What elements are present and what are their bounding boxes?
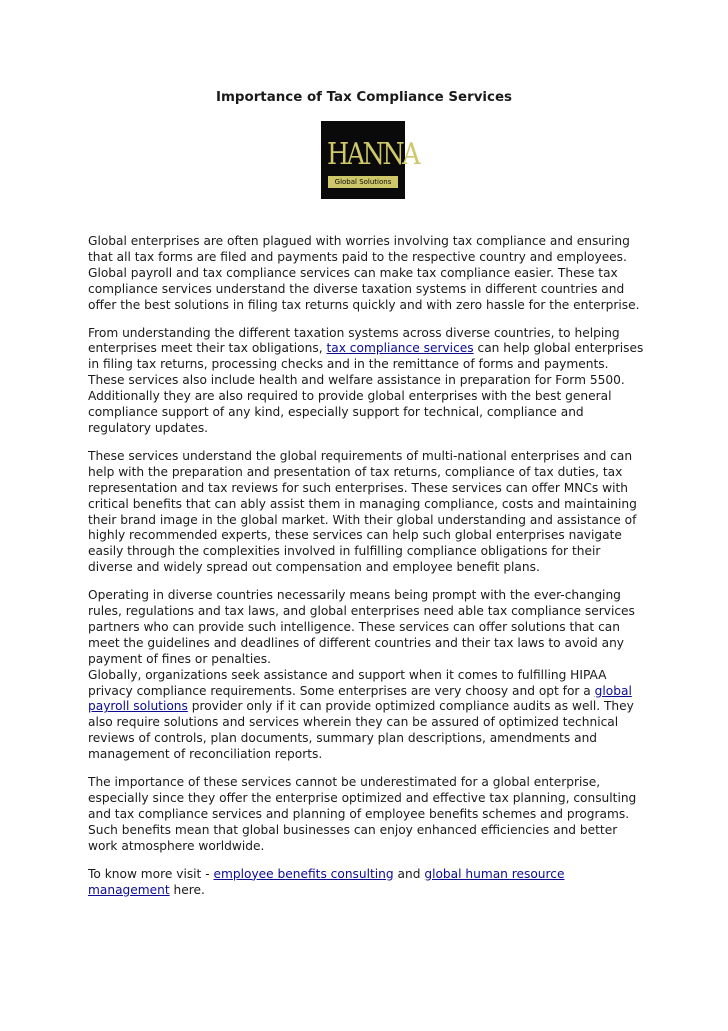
paragraph-3: These services understand the global requirements of multi-national enterprises and can help with the preparation and presentation of tax returns, compliance of tax duties, tax representation and tax reviews for such enterprises. These services can offer MNCs with critical benefits that can ably assist them in managing compliance, costs and maintaining their brand image in the global market. With their global understanding and assistance of highly recommended experts, these services can help such global enterprises navigate easily through the complexities involved in fulfilling compliance obligations for their diverse and widely spread out compensation and employee benefit plans. [88,448,637,575]
employee-benefits-consulting-link[interactable]: employee benefits consulting [213,866,394,881]
paragraph-7 [88,867,644,899]
paragraph-5-text-b: provider only if it can provide optimized compliance audits as well. They also require solutions and services wherein they can be assured of optimized technical reviews of controls, plan documents, summary plan descriptions, amendments and management of reconciliation reports. [88,699,634,762]
paragraph-7-text-c: here. [169,882,205,897]
global-human-resource-management-link[interactable]: global human resource management [88,866,565,897]
logo-wordmark: HANNA [327,137,418,172]
paragraph-2-text-b: can help global enterprises in filing tax returns, processing checks and in the remittance of forms and payments. These services also include health and welfare assistance in preparation for Form 5500. Additionally they are also required to provide global enterprises with the best general compliance support of any kind, especially support for technical, compliance and regulatory updates. [88,341,644,435]
paragraph-4: Operating in diverse countries necessarily means being prompt with the ever-changing rules, regulations and tax laws, and global enterprises need able tax compliance services partners who can provide such intelligence. These services can offer solutions that can meet the guidelines and deadlines of different countries and their tax laws to avoid any payment of fines or penalties. [88,588,635,666]
global-payroll-solutions-link[interactable]: global payroll solutions [88,683,632,714]
paragraph-7-text-a: To know more visit - [88,866,214,881]
paragraph-5-text-a: Globally, organizations seek assistance and support when it comes to fulfilling HIPAA privacy compliance requirements. Some enterprises are very choosy and opt for a [88,667,607,698]
article-body [88,234,644,910]
paragraph-2 [88,326,644,437]
paragraph-6: The importance of these services cannot be underestimated for a global enterprise, especially since they offer the enterprise optimized and effective tax planning, consulting and tax compliance services and planning of employee benefits schemes and programs. Such benefits mean that global businesses can enjoy enhanced efficiencies and better work atmosphere worldwide. [88,775,637,853]
paragraph-2-text-a: From understanding the different taxation systems across diverse countries, to helping enterprises meet their tax obligations, [88,325,620,356]
logo-tagline: Global Solutions [328,176,398,188]
paragraph-1: Global enterprises are often plagued with worries involving tax compliance and ensuring that all tax forms are filed and payments paid to the respective country and employees. Global payroll and tax compliance services can make tax compliance easier. These tax compliance services understand the diverse taxation systems in different countries and offer the best solutions in filing tax returns quickly and with zero hassle for the enterprise. [88,234,640,312]
hanna-logo [321,121,418,199]
tax-compliance-services-link[interactable]: tax compliance services [326,341,474,356]
paragraph-7-text-b: and [393,866,425,881]
page-title: Importance of Tax Compliance Services [215,90,513,105]
paragraph-5 [88,668,644,763]
